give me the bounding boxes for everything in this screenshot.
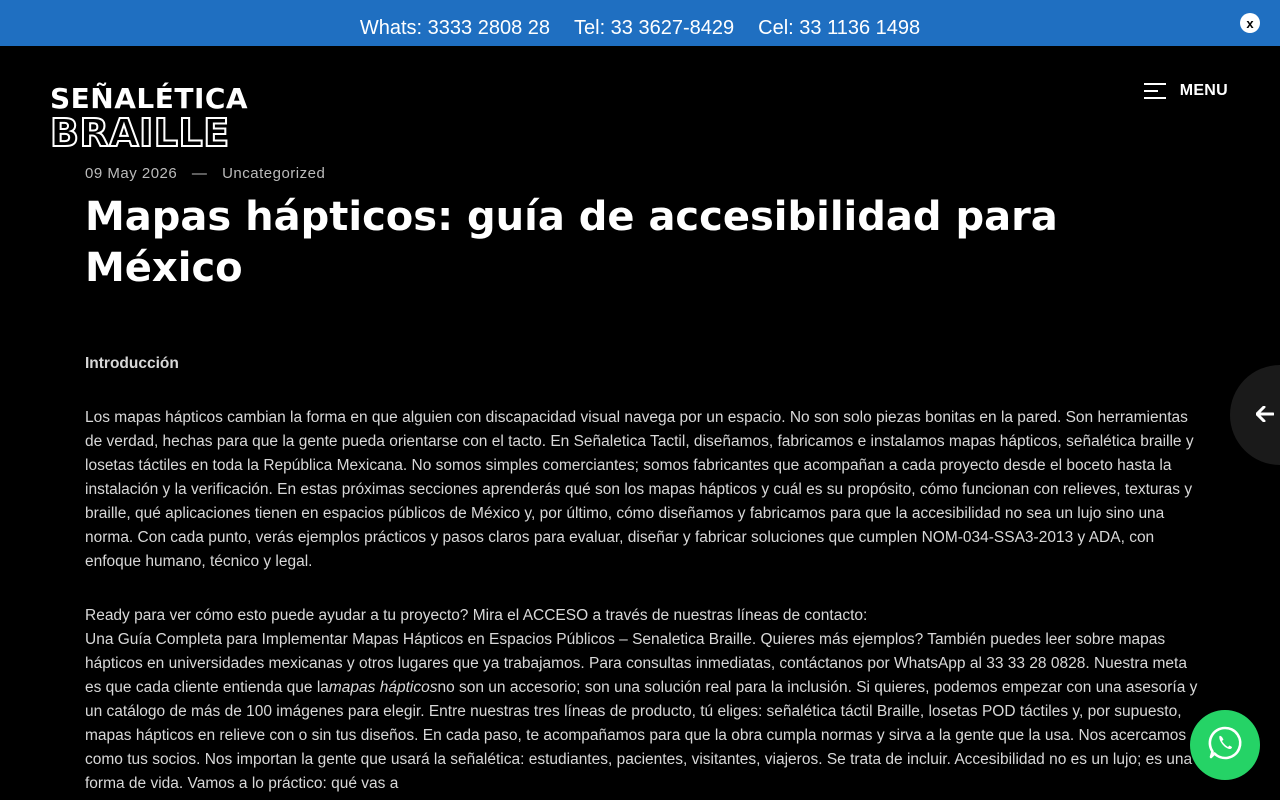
logo-line2: BRAILLE (50, 111, 230, 155)
logo-line1: SEÑALÉTICA (50, 82, 249, 115)
site-logo[interactable] (50, 82, 260, 155)
whatsapp-button[interactable] (1190, 710, 1260, 780)
site-header (0, 46, 1280, 170)
arrow-left-icon (1256, 403, 1274, 428)
menu-label: MENU (1179, 82, 1228, 99)
post-meta: 09 May 2026 — Uncategorized (85, 165, 326, 182)
side-panel-toggle[interactable] (1230, 365, 1280, 465)
paragraph-2-emphasis: mapas hápticos (328, 679, 438, 696)
menu-button[interactable] (1144, 82, 1228, 100)
paragraph-2-line1: Ready para ver cómo esto puede ayudar a tu proyecto? Mira el ACCESO a través de nuestras líneas de contacto: (85, 607, 868, 624)
post-content (85, 352, 1200, 796)
intro-heading: Introducción (85, 355, 179, 372)
post-title: Mapas hápticos: guía de accesibilidad para México (85, 194, 1058, 291)
contact-topbar (0, 0, 1280, 46)
paragraph-2-part-a: Una Guía Completa para Implementar Mapas Hápticos en Espacios Públicos – Senaletica Braille. Quieres más ejemplos? También puedes leer sobre mapas hápticos en universidades mexicanas y otros lugares que ya trabajamos. Para consultas inmediatas, contáctanos por WhatsApp al 33 33 28 0828. Nuestra meta es que cada cliente entienda que la (85, 631, 1187, 696)
close-topbar-button[interactable] (1240, 13, 1260, 33)
cell-contact[interactable]: Cel: 33 1136 1498 (758, 16, 921, 39)
whatsapp-contact[interactable]: Whats: 3333 2808 28 (359, 16, 550, 39)
paragraph-1: Los mapas hápticos cambian la forma en que alguien con discapacidad visual navega por un espacio. No son solo piezas bonitas en la pared. Son herramientas de verdad, hechas para que la gente pueda orientarse con el tacto. En Señaletica Tactil, diseñamos, fabricamos e instalamos mapas hápticos, señalética braille y losetas táctiles en toda la República Mexicana. No somos simples comerciantes; somos fabricantes que acompañan a cada proyecto desde el boceto hasta la instalación y la verificación. En estas próximas secciones aprenderás qué son los mapas hápticos y cuál es su propósito, cómo funcionan con relieves, texturas y braille, qué aplicaciones tienen en espacios públicos de México y, por último, cómo diseñamos y fabricamos para que la accesibilidad no sea un lujo sino una norma. Con cada punto, verás ejemplos prácticos y pasos claros para evaluar, diseñar y fabricar soluciones que cumplen NOM-034-SSA3-2013 y ADA, con enfoque humano, técnico y legal. (85, 409, 1194, 570)
paragraph-2 (85, 628, 1200, 796)
hamburger-icon (1144, 83, 1166, 99)
whatsapp-icon (1207, 725, 1243, 765)
post-date: 09 May 2026 (85, 165, 178, 182)
close-icon: x (1246, 15, 1254, 31)
phone-contact[interactable]: Tel: 33 3627-8429 (574, 16, 735, 39)
paragraph-2-part-b: no son un accesorio; son una solución real para la inclusión. Si quieres, podemos empezar con una asesoría y un catálogo de más de 100 imágenes para elegir. Entre nuestras tres líneas de producto, tú eliges: señalética táctil Braille, losetas POD táctiles y, por supuesto, mapas hápticos en relieve con o sin tus diseños. En cada paso, te acompañamos para que la obra cumpla normas y sirva a la gente que la usa. Nos acercamos como tus socios. Nos importan la gente que usará la señalética: estudiantes, pacientes, visitantes, viajeros. Se trata de incluir. Accesibilidad no es un lujo; es una forma de vida. Vamos a lo práctico: qué vas a (85, 679, 1198, 792)
post-category[interactable]: Uncategorized (222, 165, 326, 182)
